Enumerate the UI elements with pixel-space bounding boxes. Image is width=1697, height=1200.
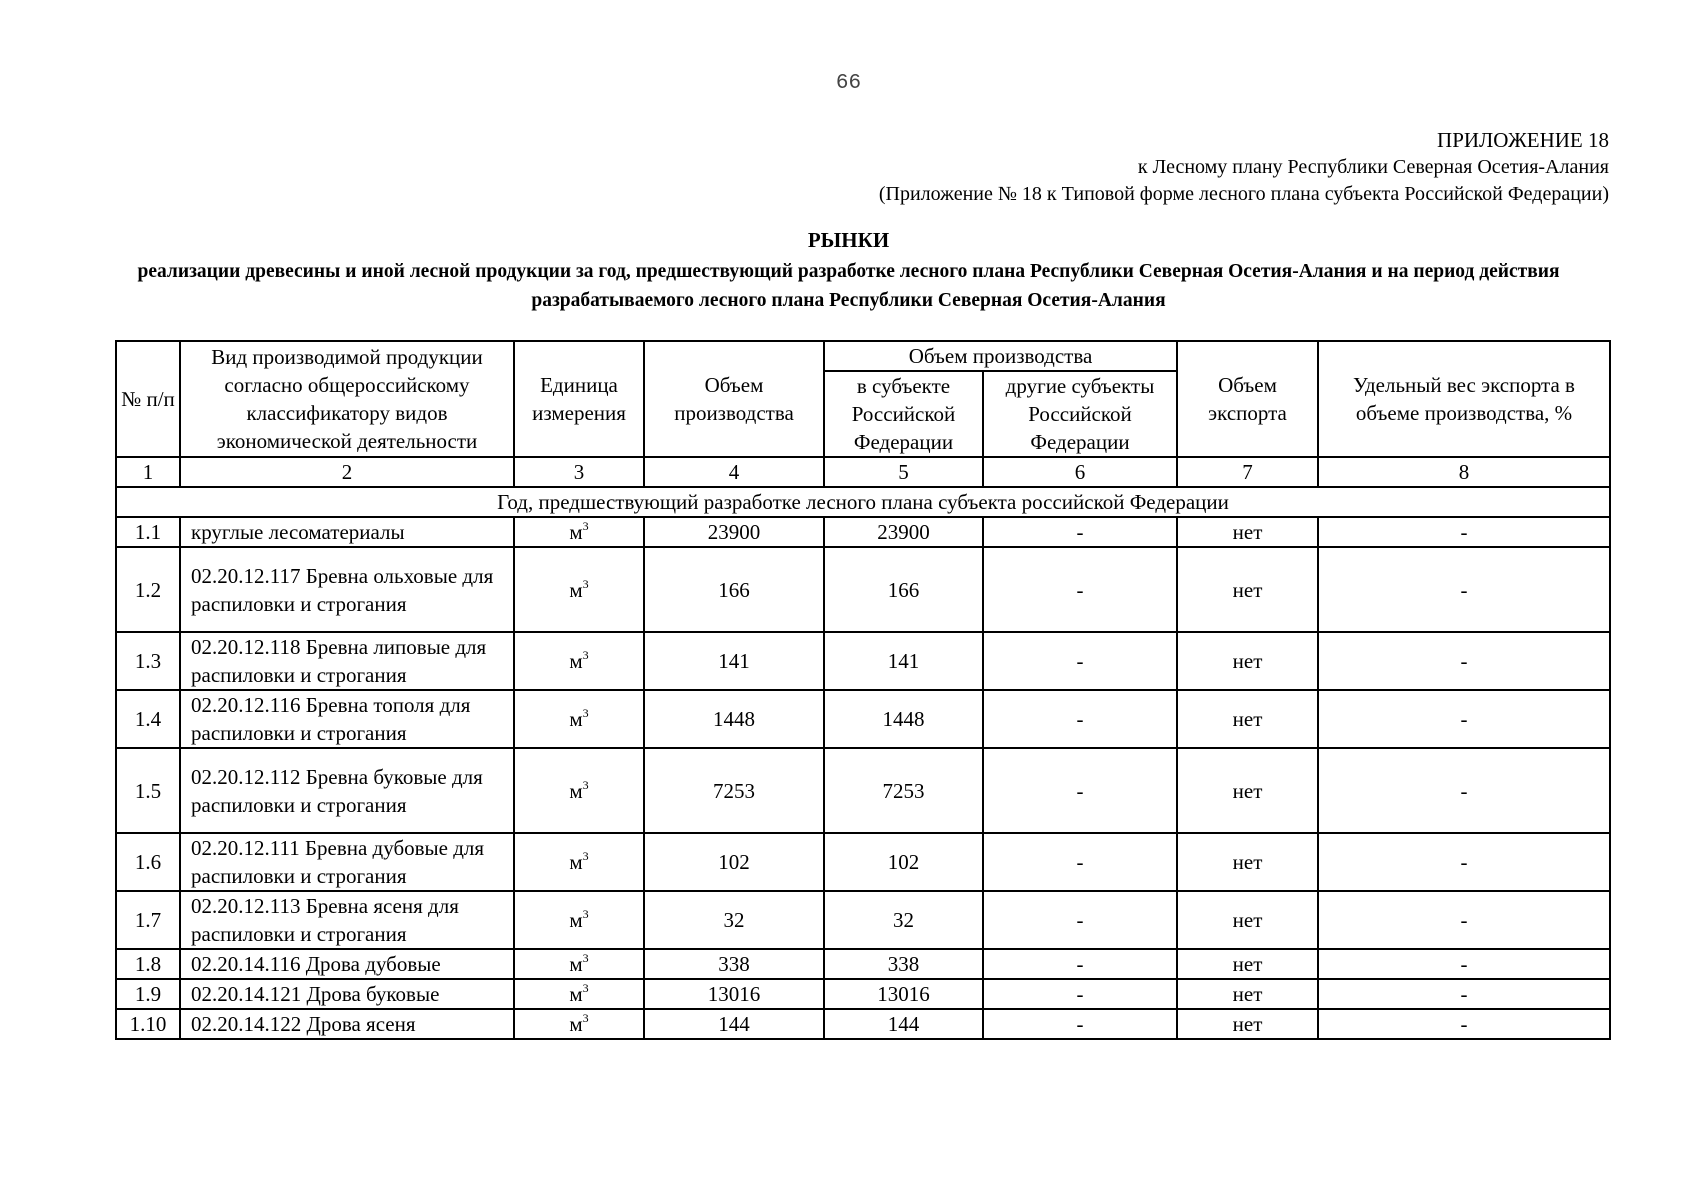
row-volume: 13016 [644, 979, 824, 1009]
unit-base: м [569, 778, 583, 803]
appendix-title: ПРИЛОЖЕНИЕ 18 [1437, 128, 1609, 152]
row-export-share: - [1318, 547, 1610, 632]
row-in-subject: 13016 [824, 979, 983, 1009]
row-unit [514, 547, 644, 632]
row-unit [514, 1009, 644, 1039]
unit-base: м [569, 520, 583, 544]
column-number: 1 [116, 457, 180, 487]
row-export-share: - [1318, 517, 1610, 547]
row-in-subject: 102 [824, 833, 983, 891]
row-export: нет [1177, 949, 1318, 979]
row-other-subjects: - [983, 517, 1177, 547]
row-in-subject: 1448 [824, 690, 983, 748]
row-export-share: - [1318, 632, 1610, 690]
table-row [116, 979, 1610, 1009]
document-title: РЫНКИ [807, 228, 890, 252]
unit-base: м [569, 952, 583, 976]
header-volume: Объем производства [644, 341, 824, 457]
document-subtitle: реализации древесины и иной лесной продукции за год, предшествующий разработке лесного плана Республики Северная Осетия-Алания и на период действия разрабатываемого лесного плана Республики Северная Осетия-Алания [137, 261, 1560, 311]
header-export-share: Удельный вес экспорта в объеме производства, % [1318, 341, 1610, 457]
row-other-subjects: - [983, 979, 1177, 1009]
unit-base: м [569, 577, 583, 602]
row-volume: 23900 [644, 517, 824, 547]
header-production-group: Объем производства [824, 341, 1177, 371]
header-product: Вид производимой продукции согласно общероссийскому классификатору видов экономической деятельности [180, 341, 514, 457]
row-product: 02.20.12.118 Бревна липовые для распиловки и строгания [180, 632, 514, 690]
row-volume: 7253 [644, 748, 824, 833]
unit-exponent: 3 [582, 706, 589, 720]
row-product: 02.20.12.112 Бревна буковые для распиловки и строгания [180, 748, 514, 833]
unit-exponent: 3 [582, 981, 589, 995]
row-volume: 141 [644, 632, 824, 690]
unit-base: м [569, 908, 583, 932]
column-number: 6 [983, 457, 1177, 487]
row-export: нет [1177, 690, 1318, 748]
unit-exponent: 3 [582, 1011, 589, 1025]
row-other-subjects: - [983, 833, 1177, 891]
row-export-share: - [1318, 833, 1610, 891]
unit-base: м [569, 707, 583, 731]
row-unit [514, 891, 644, 949]
row-unit [514, 833, 644, 891]
appendix-line-1: к Лесному плану Республики Северная Осетия-Алания [1137, 156, 1609, 178]
unit-exponent: 3 [582, 951, 589, 965]
row-in-subject: 23900 [824, 517, 983, 547]
unit-exponent: 3 [582, 576, 589, 591]
column-number: 3 [514, 457, 644, 487]
header-num: № п/п [116, 341, 180, 457]
unit-base: м [569, 982, 583, 1006]
table-row [116, 949, 1610, 979]
table-row [116, 517, 1610, 547]
table-row [116, 547, 1610, 632]
column-number: 4 [644, 457, 824, 487]
row-export: нет [1177, 1009, 1318, 1039]
table-row [116, 690, 1610, 748]
row-export-share: - [1318, 748, 1610, 833]
row-unit [514, 690, 644, 748]
row-unit [514, 632, 644, 690]
row-num: 1.2 [116, 547, 180, 632]
header-other-subjects: другие субъекты Российской Федерации [983, 371, 1177, 457]
table-row [116, 1009, 1610, 1039]
row-in-subject: 166 [824, 547, 983, 632]
table-row [116, 748, 1610, 833]
page-number: 66 [835, 72, 862, 95]
table-row [116, 891, 1610, 949]
row-volume: 338 [644, 949, 824, 979]
column-number: 8 [1318, 457, 1610, 487]
row-export: нет [1177, 632, 1318, 690]
table-row [116, 833, 1610, 891]
row-num: 1.7 [116, 891, 180, 949]
appendix-line-2: (Приложение № 18 к Типовой форме лесного плана субъекта Российской Федерации) [878, 183, 1609, 205]
row-in-subject: 7253 [824, 748, 983, 833]
row-product: 02.20.14.122 Дрова ясеня [180, 1009, 514, 1039]
header-in-subject: в субъекте Российской Федерации [824, 371, 983, 457]
row-export-share: - [1318, 1009, 1610, 1039]
row-num: 1.6 [116, 833, 180, 891]
markets-table [115, 340, 1611, 1040]
row-volume: 1448 [644, 690, 824, 748]
section-title: Год, предшествующий разработке лесного плана субъекта российской Федерации [116, 487, 1610, 517]
row-num: 1.8 [116, 949, 180, 979]
column-numbers-row [116, 457, 1610, 487]
row-other-subjects: - [983, 949, 1177, 979]
row-other-subjects: - [983, 1009, 1177, 1039]
row-export: нет [1177, 748, 1318, 833]
row-export: нет [1177, 547, 1318, 632]
unit-exponent: 3 [582, 648, 589, 662]
unit-base: м [569, 850, 583, 874]
table-row [116, 632, 1610, 690]
row-export: нет [1177, 891, 1318, 949]
row-in-subject: 338 [824, 949, 983, 979]
row-other-subjects: - [983, 690, 1177, 748]
row-product: 02.20.12.117 Бревна ольховые для распиловки и строгания [180, 547, 514, 632]
row-product: 02.20.12.113 Бревна ясеня для распиловки и строгания [180, 891, 514, 949]
row-other-subjects: - [983, 632, 1177, 690]
row-other-subjects: - [983, 748, 1177, 833]
row-in-subject: 141 [824, 632, 983, 690]
row-volume: 32 [644, 891, 824, 949]
row-num: 1.3 [116, 632, 180, 690]
unit-exponent: 3 [582, 849, 589, 863]
row-in-subject: 32 [824, 891, 983, 949]
row-unit [514, 748, 644, 833]
row-volume: 166 [644, 547, 824, 632]
row-num: 1.1 [116, 517, 180, 547]
row-in-subject: 144 [824, 1009, 983, 1039]
header-export: Объем экспорта [1177, 341, 1318, 457]
row-unit [514, 949, 644, 979]
appendix-note [879, 127, 1609, 208]
row-product: 02.20.12.116 Бревна тополя для распиловки и строгания [180, 690, 514, 748]
unit-exponent: 3 [582, 519, 589, 533]
row-volume: 144 [644, 1009, 824, 1039]
row-unit [514, 979, 644, 1009]
row-num: 1.9 [116, 979, 180, 1009]
row-export-share: - [1318, 891, 1610, 949]
column-number: 7 [1177, 457, 1318, 487]
column-number: 2 [180, 457, 514, 487]
unit-base: м [569, 1012, 583, 1036]
header-unit: Единица измерения [514, 341, 644, 457]
row-export-share: - [1318, 690, 1610, 748]
row-export: нет [1177, 517, 1318, 547]
row-unit [514, 517, 644, 547]
unit-exponent: 3 [582, 907, 589, 921]
row-num: 1.10 [116, 1009, 180, 1039]
row-other-subjects: - [983, 547, 1177, 632]
row-export: нет [1177, 833, 1318, 891]
column-number: 5 [824, 457, 983, 487]
row-product: 02.20.14.116 Дрова дубовые [180, 949, 514, 979]
row-product: 02.20.12.111 Бревна дубовые для распиловки и строгания [180, 833, 514, 891]
row-export-share: - [1318, 979, 1610, 1009]
unit-base: м [569, 649, 583, 673]
row-volume: 102 [644, 833, 824, 891]
unit-exponent: 3 [582, 777, 589, 792]
row-export: нет [1177, 979, 1318, 1009]
row-export-share: - [1318, 949, 1610, 979]
row-product: круглые лесоматериалы [180, 517, 514, 547]
row-other-subjects: - [983, 891, 1177, 949]
row-product: 02.20.14.121 Дрова буковые [180, 979, 514, 1009]
row-num: 1.4 [116, 690, 180, 748]
row-num: 1.5 [116, 748, 180, 833]
